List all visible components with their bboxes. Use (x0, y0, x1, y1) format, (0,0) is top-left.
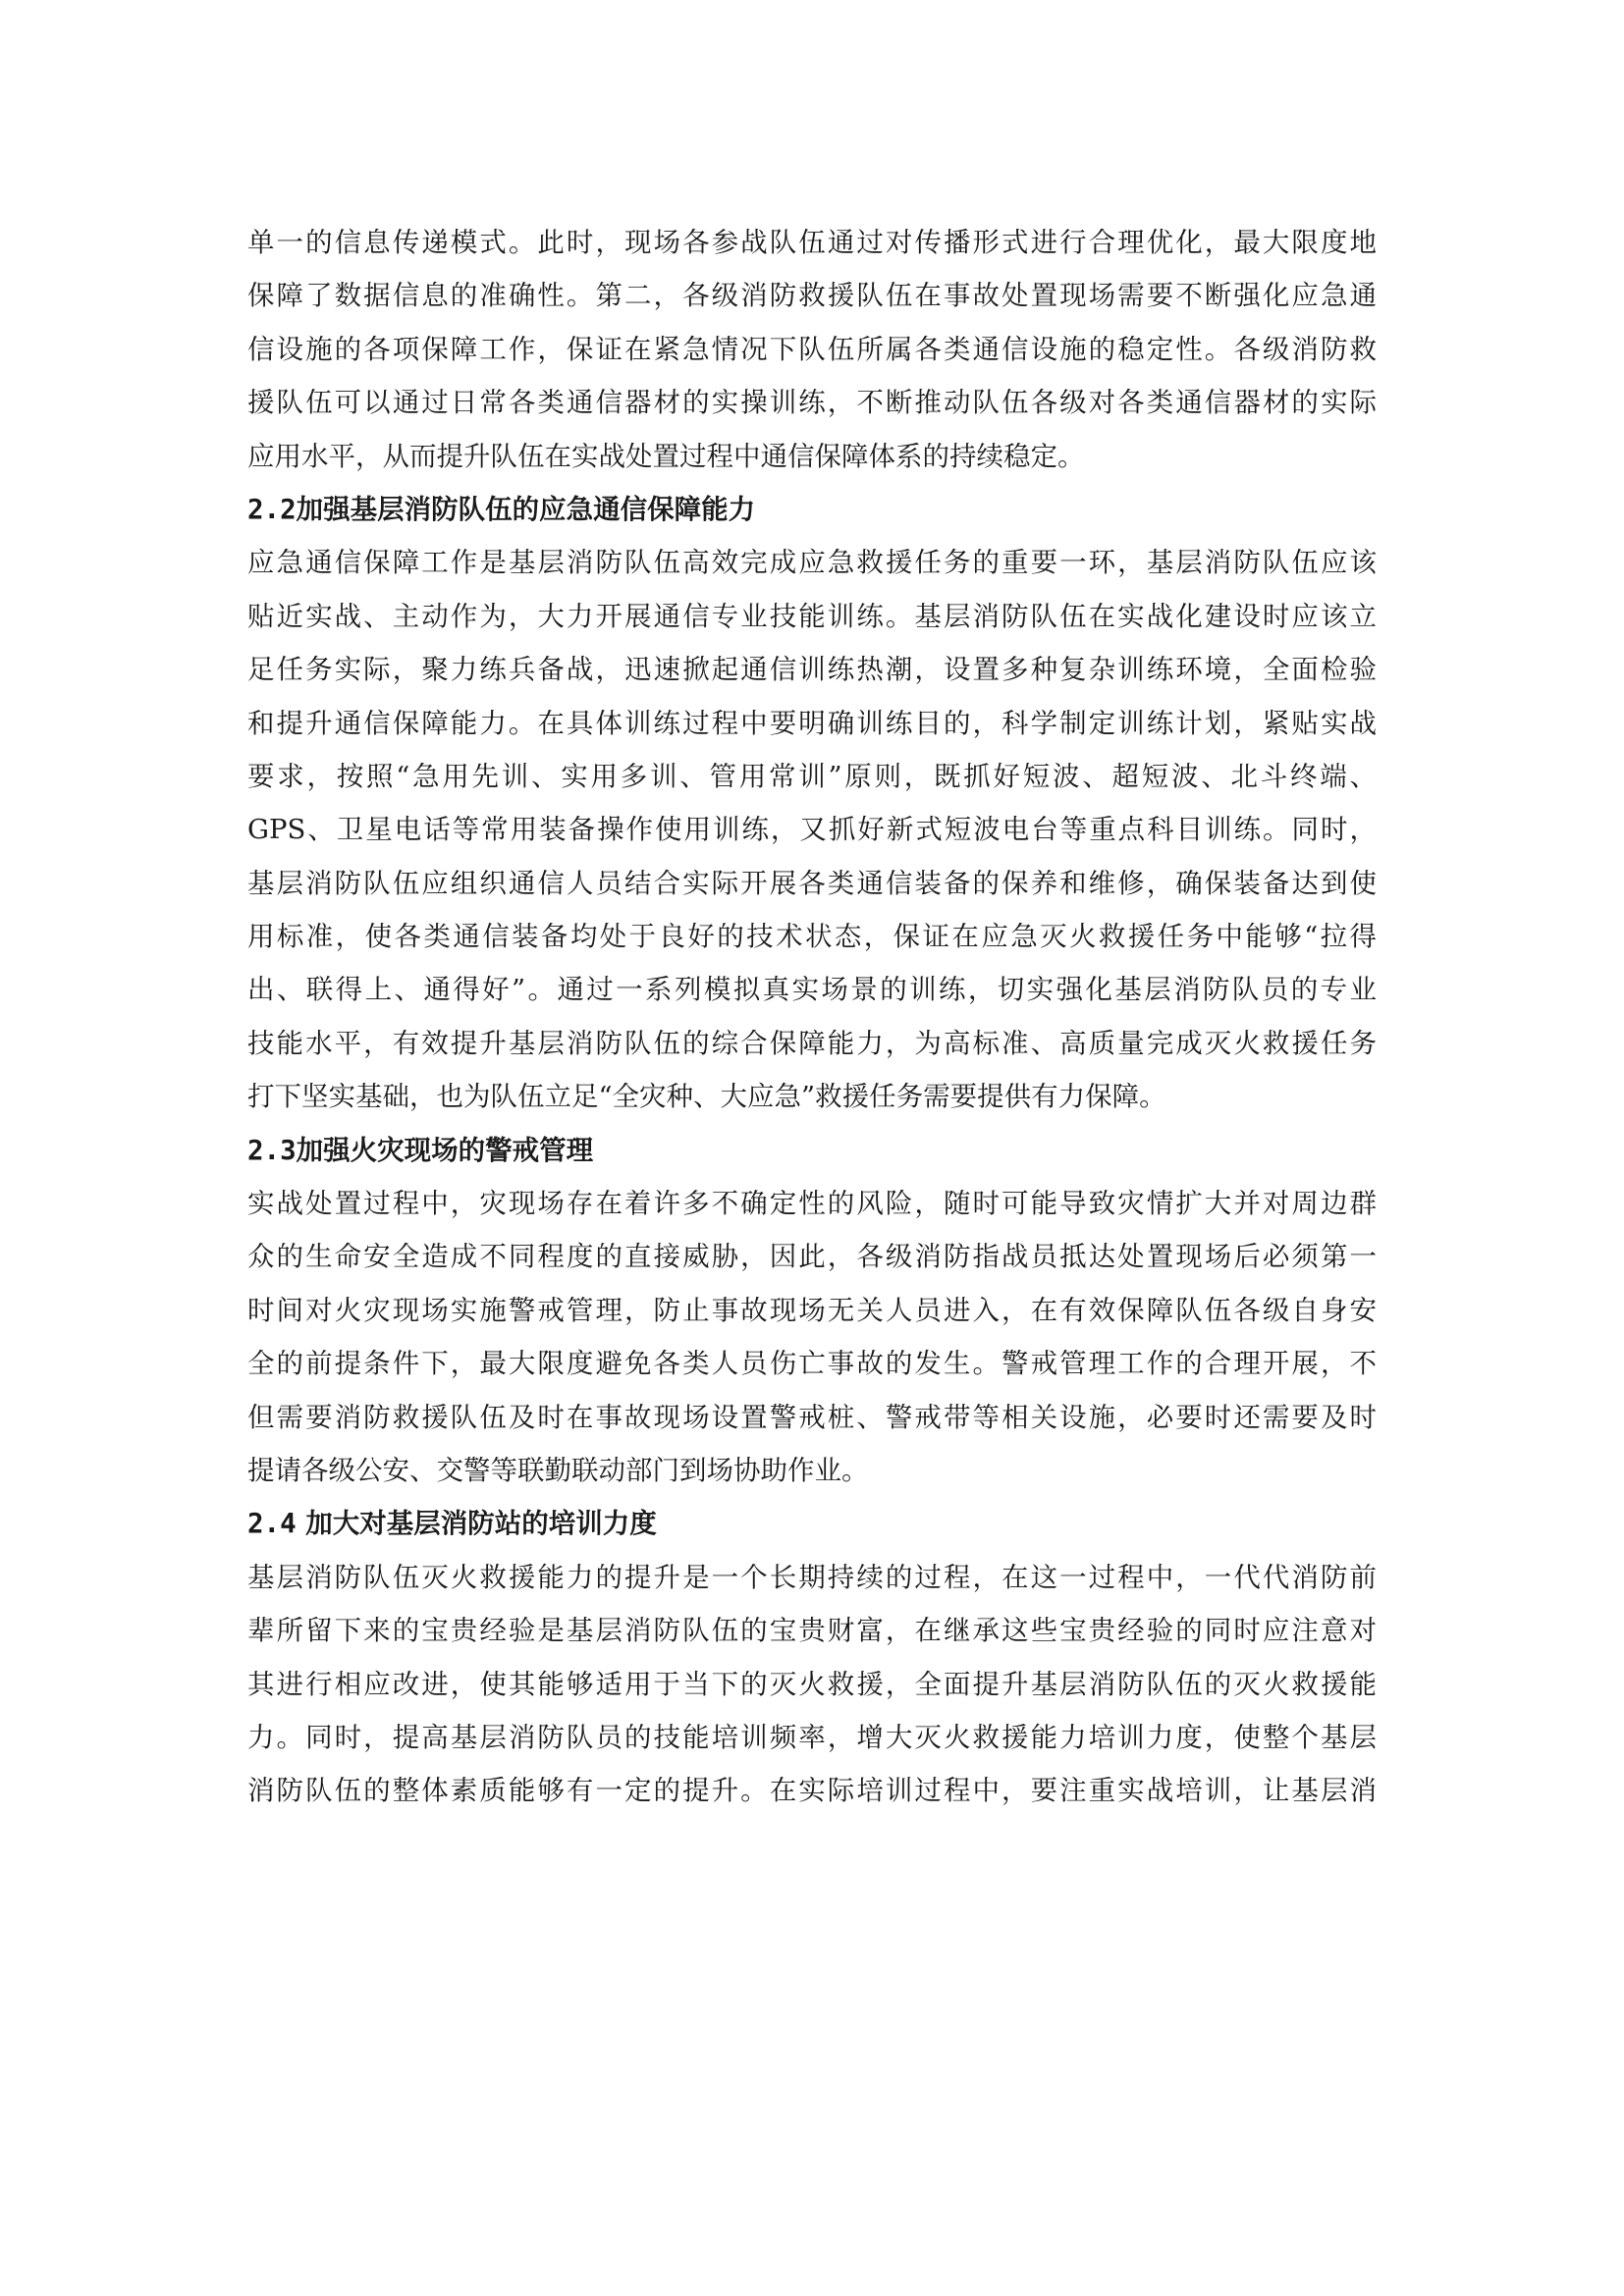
paragraph-line: 基层消防队伍灭火救援能力的提升是一个长期持续的过程，在这一过程中，一代代消防前 (247, 1561, 1377, 1593)
paragraph-training (247, 1551, 1377, 1818)
paragraph-line: 众的生命安全造成不同程度的直接威胁，因此，各级消防指战员抵达处置现场后必须第一 (247, 1241, 1377, 1273)
paragraph-line: 提请各级公安、交警等联勤联动部门到场协助作业。 (247, 1454, 869, 1486)
section-title: 加强基层消防队伍的应急通信保障能力 (296, 493, 756, 525)
paragraph-intro (247, 216, 1377, 483)
paragraph-line: 消防队伍的整体素质能够有一定的提升。在实际培训过程中，要注重实战培训，让基层消 (247, 1775, 1377, 1807)
paragraph-line: 实战处置过程中，灾现场存在着许多不确定性的风险，随时可能导致灾情扩大并对周边群 (247, 1188, 1377, 1220)
paragraph-line: 技能水平，有效提升基层消防队伍的综合保障能力，为高标准、高质量完成灭火救援任务 (247, 1027, 1377, 1059)
paragraph-line: 信设施的各项保障工作，保证在紧急情况下队伍所属各类通信设施的稳定性。各级消防救 (247, 333, 1377, 365)
section-title: 加大对基层消防站的培训力度 (305, 1508, 657, 1540)
paragraph-line: 全的前提条件下，最大限度避免各类人员伤亡事故的发生。警戒管理工作的合理开展，不 (247, 1348, 1377, 1380)
paragraph-line: 其进行相应改进，使其能够适用于当下的灭火救援，全面提升基层消防队伍的灭火救援能 (247, 1668, 1377, 1700)
section-heading-2-2 (247, 483, 1377, 536)
paragraph-line: 援队伍可以通过日常各类通信器材的实操训练，不断推动队伍各级对各类通信器材的实际 (247, 387, 1377, 419)
paragraph-line: 应用水平，从而提升队伍在实战处置过程中通信保障体系的持续稳定。 (247, 440, 1085, 472)
section-number: 2.4 (247, 1508, 297, 1540)
paragraph-line: 时间对火灾现场实施警戒管理，防止事故现场无关人员进入，在有效保障队伍各级自身安 (247, 1294, 1377, 1326)
paragraph-line: 打下坚实基础，也为队伍立足“全灾种、大应急”救援任务需要提供有力保障。 (247, 1081, 1166, 1113)
paragraph-line: 力。同时，提高基层消防队员的技能培训频率，增大灭火救援能力培训力度，使整个基层 (247, 1721, 1377, 1753)
paragraph-cordon (247, 1177, 1377, 1497)
paragraph-line: 辈所留下来的宝贵经验是基层消防队伍的宝贵财富，在继承这些宝贵经验的同时应注意对 (247, 1615, 1377, 1647)
paragraph-line: 贴近实战、主动作为，大力开展通信专业技能训练。基层消防队伍在实战化建设时应该立 (247, 600, 1377, 632)
paragraph-line: 但需要消防救援队伍及时在事故现场设置警戒桩、警戒带等相关设施，必要时还需要及时 (247, 1401, 1377, 1433)
document-page (247, 216, 1377, 1818)
paragraph-line: 和提升通信保障能力。在具体训练过程中要明确训练目的，科学制定训练计划，紧贴实战 (247, 707, 1377, 739)
paragraph-line: GPS、卫星电话等常用装备操作使用训练，又抓好新式短波电台等重点科目训练。同时， (247, 814, 1377, 846)
paragraph-line: 应急通信保障工作是基层消防队伍高效完成应急救援任务的重要一环，基层消防队伍应该 (247, 547, 1377, 579)
paragraph-line: 出、联得上、通得好”。通过一系列模拟真实场景的训练，切实强化基层消防队员的专业 (247, 974, 1377, 1006)
paragraph-line: 基层消防队伍应组织通信人员结合实际开展各类通信装备的保养和维修，确保装备达到使 (247, 867, 1377, 899)
section-heading-2-4 (247, 1497, 1377, 1550)
section-title: 加强火灾现场的警戒管理 (296, 1134, 594, 1166)
section-heading-2-3 (247, 1124, 1377, 1177)
paragraph-line: 单一的信息传递模式。此时，现场各参战队伍通过对传播形式进行合理优化，最大限度地 (247, 227, 1377, 258)
paragraph-line: 保障了数据信息的准确性。第二，各级消防救援队伍在事故处置现场需要不断强化应急通 (247, 280, 1377, 312)
paragraph-line: 足任务实际，聚力练兵备战，迅速掀起通信训练热潮，设置多种复杂训练环境，全面检验 (247, 654, 1377, 686)
paragraph-line: 要求，按照“急用先训、实用多训、管用常训”原则，既抓好短波、超短波、北斗终端、 (247, 760, 1377, 792)
paragraph-communication (247, 536, 1377, 1123)
section-number: 2.2 (247, 493, 297, 525)
paragraph-line: 用标准，使各类通信装备均处于良好的技术状态，保证在应急灭火救援任务中能够“拉得 (247, 921, 1377, 953)
section-number: 2.3 (247, 1134, 297, 1166)
